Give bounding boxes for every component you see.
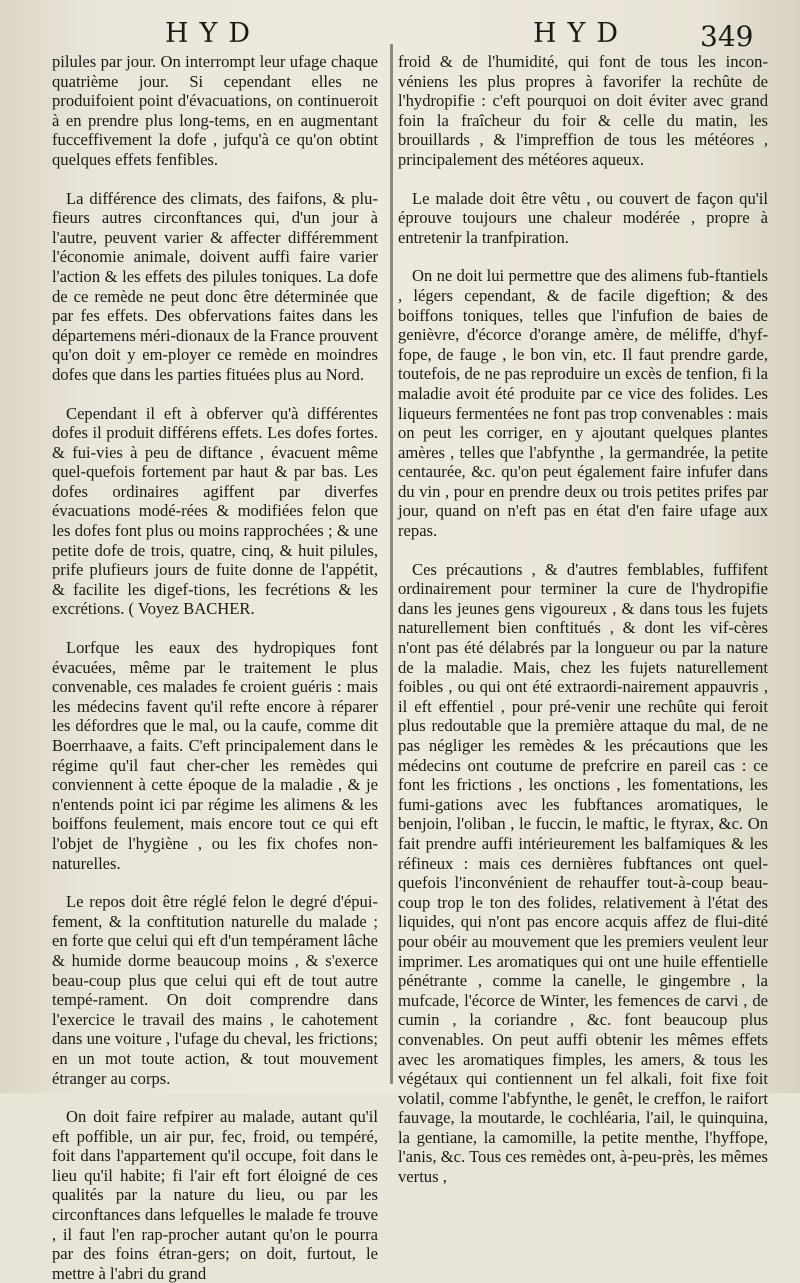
paragraph: Ces précautions , & d'autres femblables, fuffifent ordinairement pour terminer la cure de l'hydropifie dans les jeunes gens vigoureux , & dans tous les fujets naturellement bien conftitués , & dont les vif-cères n'ont pas été délabrés par la longueur ou par la nature de la maladie. Mais, chez les fujets naturellement foibles , ou qui ont été extraordi-nairement appauvris , il eft effentiel , pour pré-venir une rechûte qui feroit plus redoutable que la première attaque du mal, de ne pas négliger les remèdes & les précautions que les médecins ont coutume de prefcrire en pareil cas : ce font les frictions , les onctions , les fomentations, les fumi-gations avec les fubftances aromatiques, le benjoin, l'oliban , le fuccin, le maftic, le ftyrax, &c. On fait prendre auffi intérieurement les balfamiques & les réfineux : mais ces dernières fubftances ont quel-quefois l'inconvénient de rehauffer tout-à-coup beau-coup trop le ton des folides, relativement à l'état des liquides, qui n'ont pas encore acquis affez de flui-dité pour obéir au mouvement que les premiers veulent leur imprimer. Les aromatiques qui ont une huile effentielle pénétrante , comme la canelle, le gingembre , la mufcade, l'écorce de Winter, les femences de carvi , de cumin , la coriandre , &c. font beaucoup plus convenables. On peut auffi obtenir les mêmes effets avec les aromatiques fimples, les amers, & tous les végétaux qui contiennent un fel alkali, foit fixe foit volatil, comme l'abfynthe, le genêt, le creffon, le raifort fauvage, la moutarde, le cochléaria, l'ail, le quinquina, la gentiane, la camomille, la petite menthe, l'hyffope, l'anis, &c. Tous ces remèdes ont, à-peu-près, les mêmes vertus ,	[398, 559, 768, 1187]
running-head-left: HYD	[165, 18, 262, 49]
paragraph: Le malade doit être vêtu , ou couvert de façon qu'il éprouve toujours une chaleur modérée , propre à entretenir la tranfpiration.	[398, 188, 768, 247]
paragraph: Cependant il eft à obferver qu'à différentes dofes il produit différens effets. Les dofes fortes. & fui-vies à peu de diftance , évacuent même quel-quefois fortement par haut & par bas. Les dofes ordinaires agiffent par diverfes évacuations modé-rées & modifiées felon que les dofes font plus ou moins rapprochées ; & une petite dofe de trois, quatre, cinq, & huit pilules, prife plufieurs jours de fuite donne de l'appétit, & facilite les digef-tions, les fecrétions & les excrétions. ( Voyez BACHER.	[52, 403, 378, 619]
paragraph: Le repos doit être réglé felon le degré d'épui-fement, & la conftitution naturelle du malade ; en forte que celui qui eft d'un tempérament lâche & humide dorme beaucoup moins , & s'exerce beau-coup plus que celui qui eft de tout autre tempé-rament. On doit comprendre dans l'exercice le travail des mains , le cahotement dans une voiture , l'ufage du cheval, les frictions; en un mot toute action, & tout mouvement étranger au corps.	[52, 892, 378, 1088]
paragraph: froid & de l'humidité, qui font de tous les incon-véniens les plus propres à favorifer la rechûte de l'hydropifie : c'eft pourquoi on doit éviter avec grand foin la fraîcheur du foir & celle du matin, les brouillards , & l'impreffion de tous les météores , principalement des météores aqueux.	[398, 52, 768, 169]
running-head-right: HYD	[533, 18, 630, 49]
paragraph: On doit faire refpirer au malade, autant qu'il eft poffible, un air pur, fec, froid, ou tempéré, foit dans l'appartement qu'il occupe, foit dans le lieu qu'il habite; fi l'air eft fort éloigné de ces qualités par la nature du lieu, ou par les circonftances dans lefquelles le malade fe trouve , il faut l'en rap-procher autant qu'on le pourra par des foins étran-gers; on doit, furtout, le mettre à l'abri du grand	[52, 1107, 378, 1283]
paragraph: Lorfque les eaux des hydropiques font évacuées, même par le traitement le plus convenable, ces malades fe croient guéris : mais les médecins favent qu'il refte encore à réparer les défordres que le mal, ou la caufe, comme dit Boerrhaave, a faits. C'eft principalement dans le régime qu'il faut cher-cher les remèdes qui conviennent à cette époque de la maladie , & je n'entends point ici par régime les alimens & les boiffons feulement, mais encore tout ce qui eft l'objet de l'hygiène , ou les fix chofes non-naturelles.	[52, 638, 378, 873]
paragraph: La différence des climats, des faifons, & plu-fieurs autres circonftances qui, d'un jour à l'autre, peuvent varier & affecter différemment l'économie animale, doivent auffi faire varier l'action & les effets des pilules toniques. La dofe de ce remède ne peut donc être déterminée que par fes effets. Des obfervations faites dans les départemens méri-dionaux de la France prouvent qu'on doit y em-ployer ce remède en moindres dofes que dans les parties fituées plus au Nord.	[52, 188, 378, 384]
paragraph: On ne doit lui permettre que des alimens fub-ftantiels , légers cependant, & de facile digeftion; & des boiffons toniques, telles que l'infufion de baies de genièvre, d'écorce d'orange amère, de méliffe, d'hyf-fope, de fauge , le bon vin, etc. Il faut prendre garde, toutefois, de ne pas reproduire un excès de tenfion, fi la maladie avoit été produite par ce vice des folides. Les liqueurs fermentées ne font pas trop convenables : mais on peut les corriger, en y ajoutant quelques plantes amères , telles que l'abfynthe , la germandrée, la petite centaurée, &c. qu'on peut également faire infufer dans du vin , pour en prendre deux ou trois petites prifes par jour, quand on n'eft pas en état d'en faire ufage aux repas.	[398, 266, 768, 541]
page-number: 349	[700, 20, 754, 53]
right-column	[398, 52, 768, 1187]
left-column	[52, 52, 378, 1283]
column-divider	[390, 44, 393, 1084]
paragraph: pilules par jour. On interrompt leur ufage chaque quatrième jour. Si cependant elles ne produifoient point d'évacuations, on continueroit à en prendre plus long-tems, en en augmentant fucceffivement la dofe , jufqu'à ce qu'on obtint quelques effets fenfibles.	[52, 52, 378, 169]
